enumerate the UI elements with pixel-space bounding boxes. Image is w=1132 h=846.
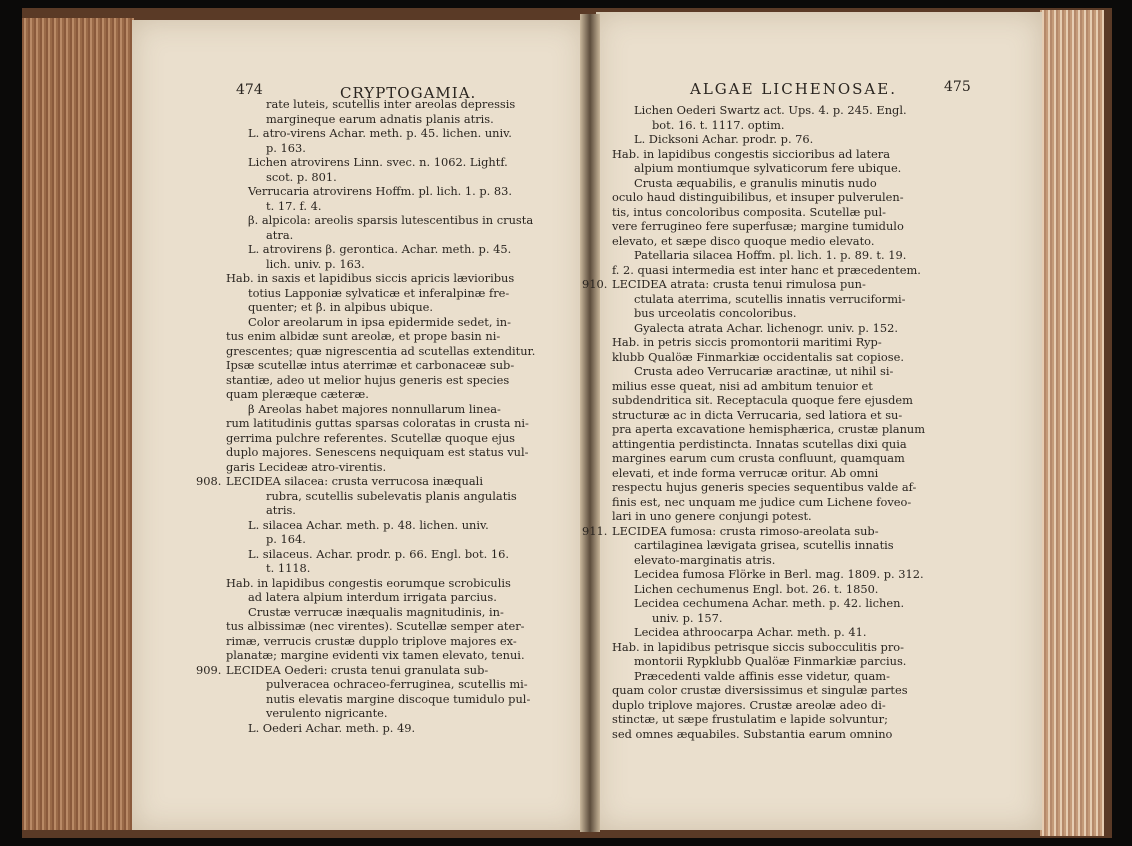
line-text: quam pleræque cæteræ. bbox=[226, 387, 369, 401]
text-line bbox=[612, 538, 1024, 553]
line-text: L. silacea Achar. meth. p. 48. lichen. univ. bbox=[248, 517, 489, 532]
text-line bbox=[226, 286, 576, 301]
text-line bbox=[226, 576, 576, 591]
line-text: stantiæ, adeo ut melior hujus generis est species bbox=[226, 372, 510, 387]
text-line bbox=[612, 509, 1024, 524]
line-text: duplo triplove majores. Crustæ areolæ adeo di- bbox=[612, 697, 886, 712]
text-line bbox=[612, 712, 1024, 727]
line-text: gerrima pulchre referentes. Scutellæ quoque ejus bbox=[226, 430, 516, 445]
right-page-number: 475 bbox=[944, 79, 971, 95]
text-line bbox=[612, 596, 1024, 611]
text-line bbox=[226, 373, 576, 388]
line-text: t. 1118. bbox=[266, 561, 311, 575]
line-text: Crustæ verrucæ inæqualis magnitudinis, in- bbox=[248, 604, 504, 619]
line-text: Color areolarum in ipsa epidermide sedet, in- bbox=[248, 314, 511, 329]
line-text: ctulata aterrima, scutellis innatis verruciformi- bbox=[634, 291, 906, 306]
line-text: margineque earum adnatis planis atris. bbox=[266, 111, 494, 126]
text-line bbox=[612, 567, 1024, 582]
text-line bbox=[226, 692, 576, 707]
line-text: Gyalecta atrata Achar. lichenogr. univ. p. 152. bbox=[634, 320, 899, 335]
book-gutter bbox=[580, 14, 600, 832]
line-text: planatæ; margine evidenti vix tamen elevato, tenui. bbox=[226, 648, 525, 662]
text-line bbox=[226, 271, 576, 286]
line-text: Hab. in lapidibus congestis eorumque scrobiculis bbox=[226, 575, 511, 590]
text-line bbox=[582, 523, 1024, 539]
line-text: rimæ, verrucis crustæ dupplo triplove majores ex- bbox=[226, 633, 517, 648]
left-page-edges bbox=[22, 18, 134, 830]
line-text: Lichen cechumenus Engl. bot. 26. t. 1850. bbox=[634, 581, 879, 596]
line-text: elevato, et sæpe disco quoque medio elevato. bbox=[612, 233, 875, 248]
text-line bbox=[226, 590, 576, 605]
text-line bbox=[226, 677, 576, 692]
line-text: finis est, nec unquam me judice cum Lichene foveo- bbox=[612, 494, 912, 509]
text-line bbox=[226, 300, 576, 315]
text-line bbox=[612, 393, 1024, 408]
text-line bbox=[226, 518, 576, 533]
text-line bbox=[226, 184, 576, 199]
text-line bbox=[612, 103, 1024, 118]
text-line bbox=[226, 706, 576, 721]
text-line bbox=[612, 132, 1024, 147]
text-line bbox=[226, 257, 576, 272]
text-line bbox=[612, 263, 1024, 278]
line-text: stinctæ, ut sæpe frustulatim e lapide solvuntur; bbox=[612, 712, 888, 726]
line-text: β. alpicola: areolis sparsis lutescentibus in crusta bbox=[248, 213, 534, 227]
text-line bbox=[226, 141, 576, 156]
line-text: β Areolas habet majores nonnullarum linea- bbox=[248, 401, 501, 416]
text-line bbox=[612, 495, 1024, 510]
line-text: LECIDEA Oederi: crusta tenui granulata sub- bbox=[226, 662, 489, 677]
right-page-edges bbox=[1040, 10, 1104, 836]
text-line bbox=[612, 190, 1024, 205]
line-text: tus albissimæ (nec virentes). Scutellæ semper ater- bbox=[226, 619, 525, 633]
text-line bbox=[196, 662, 576, 678]
text-line bbox=[612, 466, 1024, 481]
text-line bbox=[612, 654, 1024, 669]
line-text: quenter; et β. in alpibus ubique. bbox=[248, 300, 434, 314]
text-line bbox=[582, 277, 1024, 292]
text-line bbox=[226, 97, 576, 112]
text-line bbox=[612, 683, 1024, 698]
line-text: lari in uno genere conjungi potest. bbox=[612, 509, 812, 523]
text-line bbox=[612, 379, 1024, 394]
text-line bbox=[226, 503, 576, 518]
text-line bbox=[612, 176, 1024, 191]
text-line bbox=[612, 161, 1024, 176]
line-text: p. 163. bbox=[266, 140, 306, 155]
line-text: garis Lecideæ atro-virentis. bbox=[226, 459, 387, 474]
text-line bbox=[612, 147, 1024, 162]
text-line bbox=[612, 480, 1024, 495]
text-line bbox=[226, 648, 576, 663]
line-text: respectu hujus generis species sequentibus valde af- bbox=[612, 480, 917, 494]
line-text: structuræ ac in dicta Verrucaria, sed latiora et su- bbox=[612, 407, 903, 422]
line-text: rum latitudinis guttas sparsas coloratas in crusta ni- bbox=[226, 416, 529, 430]
text-line bbox=[226, 532, 576, 547]
line-text: tus enim albidæ sunt areolæ, et prope basin ni- bbox=[226, 329, 501, 343]
text-line bbox=[226, 126, 576, 141]
line-text: Crusta æquabilis, e granulis minutis nudo bbox=[634, 175, 877, 190]
line-text: klubb Qualöæ Finmarkiæ occidentalis sat copiose. bbox=[612, 349, 904, 364]
text-line bbox=[612, 727, 1024, 742]
text-line bbox=[226, 460, 576, 475]
text-line bbox=[226, 170, 576, 185]
text-line bbox=[226, 489, 576, 504]
text-line bbox=[226, 315, 576, 330]
entry-number: 909. bbox=[196, 662, 222, 677]
text-line bbox=[226, 416, 576, 431]
text-line bbox=[226, 199, 576, 214]
line-text: grescentes; quæ nigrescentia ad scutellas extenditur. bbox=[226, 343, 536, 358]
text-line bbox=[612, 234, 1024, 249]
text-line bbox=[226, 402, 576, 417]
left-page-number: 474 bbox=[236, 82, 263, 98]
text-line bbox=[226, 605, 576, 620]
text-line bbox=[226, 242, 576, 257]
line-text: f. 2. quasi intermedia est inter hanc et præcedentem. bbox=[612, 262, 921, 277]
text-line bbox=[196, 474, 576, 489]
line-text: L. Dicksoni Achar. prodr. p. 76. bbox=[634, 132, 814, 146]
line-text: Crusta adeo Verrucariæ aractinæ, ut nihil si- bbox=[634, 364, 894, 378]
line-text: Præcedenti valde affinis esse videtur, quam- bbox=[634, 668, 890, 683]
line-text: rubra, scutellis subelevatis planis angulatis bbox=[266, 488, 517, 503]
text-line bbox=[612, 669, 1024, 684]
text-line bbox=[226, 228, 576, 243]
text-line bbox=[612, 422, 1024, 437]
line-text: duplo majores. Senescens nequiquam est status vul- bbox=[226, 445, 529, 459]
text-line bbox=[226, 547, 576, 562]
text-line bbox=[226, 112, 576, 127]
text-line bbox=[612, 408, 1024, 423]
text-line bbox=[226, 619, 576, 634]
line-text: milius esse queat, nisi ad ambitum tenuior et bbox=[612, 378, 873, 393]
text-line bbox=[612, 350, 1024, 365]
line-text: pra aperta excavatione hemisphærica, crustæ planum bbox=[612, 422, 926, 436]
text-line bbox=[612, 437, 1024, 452]
line-text: lich. univ. p. 163. bbox=[266, 256, 365, 271]
line-text: Lichen Oederi Swartz act. Ups. 4. p. 245. Engl. bbox=[634, 103, 907, 117]
text-line bbox=[612, 292, 1024, 307]
line-text: ad latera alpium interdum irrigata parcius. bbox=[248, 590, 497, 604]
line-text: Lecidea fumosa Flörke in Berl. mag. 1809. p. 312. bbox=[634, 567, 924, 581]
line-text: oculo haud distinguibilibus, et insuper pulverulen- bbox=[612, 190, 904, 204]
left-page-text bbox=[196, 97, 576, 735]
text-line bbox=[226, 561, 576, 576]
text-line bbox=[612, 451, 1024, 466]
line-text: Hab. in petris siccis promontorii maritimi Ryp- bbox=[612, 335, 882, 349]
line-text: Verrucaria atrovirens Hoffm. pl. lich. 1. p. 83. bbox=[248, 184, 513, 198]
line-text: nutis elevatis margine discoque tumidulo pul- bbox=[266, 691, 531, 706]
text-line bbox=[226, 634, 576, 649]
entry-number: 908. bbox=[196, 474, 222, 488]
line-text: cartilaginea lævigata grisea, scutellis innatis bbox=[634, 538, 894, 552]
line-text: montorii Rypklubb Qualöæ Finmarkiæ parcius. bbox=[634, 654, 907, 668]
line-text: alpium montiumque sylvaticorum fere ubique. bbox=[634, 161, 902, 175]
text-line bbox=[226, 155, 576, 170]
text-line bbox=[612, 118, 1024, 133]
text-line bbox=[612, 306, 1024, 321]
line-text: subdendritica sit. Receptacula quoque fere ejusdem bbox=[612, 393, 913, 407]
line-text: Lecidea athroocarpa Achar. meth. p. 41. bbox=[634, 625, 867, 639]
line-text: LECIDEA atrata: crusta tenui rimulosa pun- bbox=[612, 277, 866, 291]
line-text: Lichen atrovirens Linn. svec. n. 1062. Lightf. bbox=[248, 155, 508, 169]
text-line bbox=[612, 553, 1024, 568]
text-line bbox=[612, 611, 1024, 626]
line-text: quam color crustæ diversissimus et singulæ partes bbox=[612, 683, 908, 697]
text-line bbox=[612, 205, 1024, 220]
text-line bbox=[612, 335, 1024, 350]
text-line bbox=[226, 445, 576, 460]
line-text: rate luteis, scutellis inter areolas depressis bbox=[266, 97, 516, 111]
text-line bbox=[612, 321, 1024, 336]
text-line bbox=[226, 721, 576, 736]
line-text: sed omnes æquabiles. Substantia earum omnino bbox=[612, 726, 893, 741]
line-text: LECIDEA silacea: crusta verrucosa inæquali bbox=[226, 474, 483, 488]
line-text: L. atrovirens β. gerontica. Achar. meth. p. 45. bbox=[248, 242, 512, 256]
line-text: bus urceolatis concoloribus. bbox=[634, 306, 797, 320]
line-text: scot. p. 801. bbox=[266, 169, 337, 184]
text-line bbox=[612, 640, 1024, 655]
line-text: elevati, et inde forma verrucæ oritur. Ab omni bbox=[612, 465, 879, 480]
line-text: L. silaceus. Achar. prodr. p. 66. Engl. bot. 16. bbox=[248, 546, 509, 561]
text-line bbox=[612, 219, 1024, 234]
line-text: Lecidea cechumena Achar. meth. p. 42. lichen. bbox=[634, 596, 905, 610]
line-text: Hab. in lapidibus congestis siccioribus ad latera bbox=[612, 146, 891, 161]
right-page-text bbox=[582, 103, 1024, 741]
entry-number: 911. bbox=[582, 523, 608, 538]
line-text: vere ferrugineo fere superfusæ; margine tumidulo bbox=[612, 219, 904, 233]
text-line bbox=[612, 364, 1024, 379]
line-text: elevato-marginatis atris. bbox=[634, 552, 776, 567]
line-text: margines earum cum crusta confluunt, quamquam bbox=[612, 451, 905, 465]
line-text: verulento nigricante. bbox=[266, 706, 388, 720]
text-line bbox=[226, 213, 576, 228]
line-text: Patellaria silacea Hoffm. pl. lich. 1. p. 89. t. 19. bbox=[634, 248, 907, 262]
line-text: attingentia perdistincta. Innatas scutellas dixi quia bbox=[612, 436, 907, 451]
text-line bbox=[226, 329, 576, 344]
left-running-head: CRYPTOGAMIA. bbox=[340, 84, 477, 102]
right-running-head: ALGAE LICHENOSAE. bbox=[690, 80, 897, 98]
text-line bbox=[226, 387, 576, 402]
line-text: pulveracea ochraceo-ferruginea, scutellis mi- bbox=[266, 677, 528, 691]
line-text: LECIDEA fumosa: crusta rimoso-areolata sub- bbox=[612, 523, 879, 538]
line-text: t. 17. f. 4. bbox=[266, 198, 322, 213]
line-text: univ. p. 157. bbox=[652, 610, 723, 625]
line-text: Hab. in saxis et lapidibus siccis apricis lævioribus bbox=[226, 271, 515, 285]
line-text: L. atro-virens Achar. meth. p. 45. lichen. univ. bbox=[248, 126, 512, 140]
text-line bbox=[226, 344, 576, 359]
line-text: Ipsæ scutellæ intus aterrimæ et carbonaceæ sub- bbox=[226, 358, 515, 372]
text-line bbox=[612, 582, 1024, 597]
text-line bbox=[226, 358, 576, 373]
text-line bbox=[612, 248, 1024, 263]
line-text: Hab. in lapidibus petrisque siccis subocculitis pro- bbox=[612, 639, 904, 654]
line-text: totius Lapponiæ sylvaticæ et inferalpinæ fre- bbox=[248, 285, 510, 300]
text-line bbox=[612, 625, 1024, 640]
entry-number: 910. bbox=[582, 277, 608, 291]
text-line bbox=[612, 698, 1024, 713]
line-text: p. 164. bbox=[266, 532, 306, 546]
text-line bbox=[226, 431, 576, 446]
line-text: tis, intus concoloribus composita. Scutellæ pul- bbox=[612, 204, 887, 219]
line-text: atris. bbox=[266, 503, 296, 517]
line-text: bot. 16. t. 1117. optim. bbox=[652, 117, 785, 132]
line-text: L. Oederi Achar. meth. p. 49. bbox=[248, 720, 416, 735]
line-text: atra. bbox=[266, 227, 294, 242]
